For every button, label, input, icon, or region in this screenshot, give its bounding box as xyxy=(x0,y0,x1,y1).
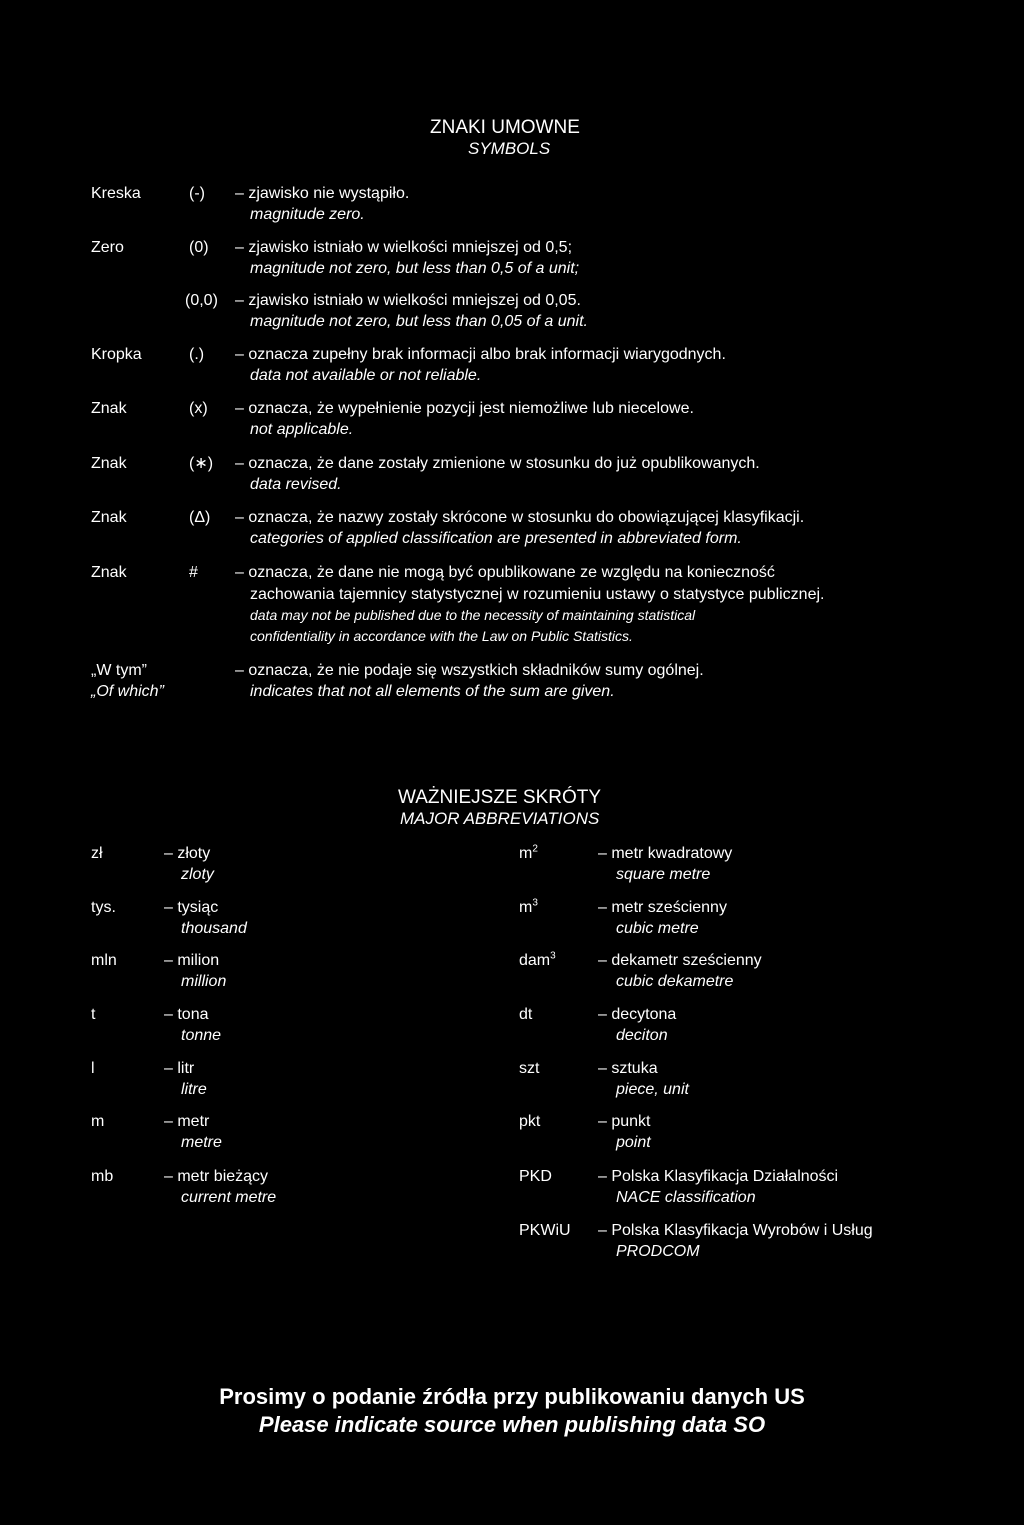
abbr-pl: – decytona xyxy=(598,1006,677,1023)
abbr-pl: – złoty xyxy=(164,845,211,862)
abbr-en: square metre xyxy=(616,866,711,883)
symbol-desc-en: data not available or not reliable. xyxy=(250,367,482,384)
abbr-pl: – Polska Klasyfikacja Wyrobów i Usług xyxy=(598,1222,873,1239)
abbr-en: million xyxy=(181,973,227,990)
symbol-desc-en: not applicable. xyxy=(250,421,354,438)
abbr-term: dt xyxy=(519,1006,533,1023)
abbr-pl: – litr xyxy=(164,1060,195,1077)
symbol-desc-en: categories of applied classification are presented in abbreviated form. xyxy=(250,530,742,547)
abbr-pl: – metr bieżący xyxy=(164,1168,269,1185)
footer-source-pl: Prosimy o podanie źródła przy publikowaniu danych US xyxy=(219,1384,805,1409)
abbr-en: deciton xyxy=(616,1027,668,1044)
abbr-en: zloty xyxy=(181,866,214,883)
abbr-term: tys. xyxy=(91,899,116,916)
abbr-en: piece, unit xyxy=(616,1081,689,1098)
abbreviations-title: WAŻNIEJSZE SKRÓTY xyxy=(398,787,602,808)
symbol-label: Zero xyxy=(91,239,124,256)
abbr-en: cubic dekametre xyxy=(616,973,734,990)
symbol-desc-en: indicates that not all elements of the sum are given. xyxy=(250,683,615,700)
abbr-en: litre xyxy=(181,1081,207,1098)
symbols-subtitle: SYMBOLS xyxy=(468,139,551,158)
abbr-pl: – dekametr sześcienny xyxy=(598,952,762,969)
symbol-label: Kropka xyxy=(91,346,142,363)
symbol-desc-pl: – oznacza, że dane nie mogą być opublikowane ze względu na konieczność xyxy=(235,564,775,581)
symbol-label: Kreska xyxy=(91,185,141,202)
footer-source-en: Please indicate source when publishing data SO xyxy=(258,1412,766,1437)
abbreviations-subtitle: MAJOR ABBREVIATIONS xyxy=(400,809,600,828)
symbols-title: ZNAKI UMOWNE xyxy=(430,117,580,138)
symbol-desc-en: data may not be published due to the necessity of maintaining statistical xyxy=(250,607,696,623)
abbr-term: m xyxy=(91,1113,105,1130)
abbr-term: $m^3$ xyxy=(519,897,538,916)
symbol-desc-pl: – zjawisko istniało w wielkości mniejszej od 0,05. xyxy=(235,292,581,309)
abbr-en: point xyxy=(616,1134,651,1151)
symbol-sign: (0,0) xyxy=(185,292,218,309)
symbol-desc-en: magnitude not zero, but less than 0,5 of a unit; xyxy=(250,260,580,277)
symbol-desc-pl: – oznacza, że wypełnienie pozycji jest niemożliwe lub niecelowe. xyxy=(235,400,694,417)
symbol-desc-pl: – oznacza, że nazwy zostały skrócone w stosunku do obowiązującej klasyfikacji. xyxy=(235,509,805,526)
symbol-sign: (∗) xyxy=(189,455,214,472)
symbol-sign: (.) xyxy=(189,346,205,363)
abbr-term: l xyxy=(91,1060,95,1077)
abbr-en: PRODCOM xyxy=(616,1243,700,1260)
symbol-desc-pl: – oznacza, że nie podaje się wszystkich składników sumy ogólnej. xyxy=(235,662,704,679)
symbol-label: Znak xyxy=(91,564,127,581)
abbr-en: current metre xyxy=(181,1189,277,1206)
abbr-pl: – sztuka xyxy=(598,1060,658,1077)
abbr-term: PKWiU xyxy=(519,1222,571,1239)
symbol-desc-pl: – oznacza, że dane zostały zmienione w stosunku do już opublikowanych. xyxy=(235,455,760,472)
abbr-term: t xyxy=(91,1006,96,1023)
symbol-sign: (-) xyxy=(189,185,205,202)
symbol-label: Znak xyxy=(91,455,127,472)
abbr-term: mb xyxy=(91,1168,114,1185)
abbr-term: pkt xyxy=(519,1113,541,1130)
abbr-term: zł xyxy=(91,845,103,862)
symbol-label-en: „Of which” xyxy=(91,683,164,700)
symbol-desc-pl: zachowania tajemnicy statystycznej w rozumieniu ustawy o statystyce publicznej. xyxy=(250,586,825,603)
abbr-pl: – milion xyxy=(164,952,220,969)
abbr-en: thousand xyxy=(181,920,247,937)
symbol-sign: (Δ) xyxy=(189,509,211,526)
abbr-en: NACE classification xyxy=(616,1189,756,1206)
symbol-label: „W tym” xyxy=(91,662,147,679)
abbr-pl: – metr kwadratowy xyxy=(598,845,733,862)
abbr-en: metre xyxy=(181,1134,222,1151)
symbol-desc-en: magnitude not zero, but less than 0,05 of a unit. xyxy=(250,313,588,330)
symbol-sign: # xyxy=(189,564,198,581)
abbr-en: tonne xyxy=(181,1027,222,1044)
abbr-pl: – metr sześcienny xyxy=(598,899,727,916)
symbol-desc-en: confidentiality in accordance with the Law on Public Statistics. xyxy=(250,628,633,644)
abbr-pl: – Polska Klasyfikacja Działalności xyxy=(598,1168,839,1185)
abbr-term: PKD xyxy=(519,1168,552,1185)
abbr-pl: – metr xyxy=(164,1113,210,1130)
abbr-term: szt xyxy=(519,1060,540,1077)
symbol-label: Znak xyxy=(91,509,127,526)
abbr-pl: – punkt xyxy=(598,1113,651,1130)
symbol-label: Znak xyxy=(91,400,127,417)
abbr-pl: – tona xyxy=(164,1006,209,1023)
symbol-sign: (x) xyxy=(189,400,208,417)
abbr-term: $m^2$ xyxy=(519,843,538,862)
symbol-desc-en: data revised. xyxy=(250,476,342,493)
abbr-term: mln xyxy=(91,952,117,969)
abbr-en: cubic metre xyxy=(616,920,699,937)
symbol-desc-pl: – zjawisko istniało w wielkości mniejszej od 0,5; xyxy=(235,239,573,256)
abbr-term: dam$^3$ xyxy=(519,950,556,969)
symbol-desc-pl: – zjawisko nie wystąpiło. xyxy=(235,185,410,202)
symbol-desc-en: magnitude zero. xyxy=(250,206,365,223)
symbol-desc-pl: – oznacza zupełny brak informacji albo brak informacji wiarygodnych. xyxy=(235,346,726,363)
symbol-sign: (0) xyxy=(189,239,209,256)
abbr-pl: – tysiąc xyxy=(164,899,219,916)
